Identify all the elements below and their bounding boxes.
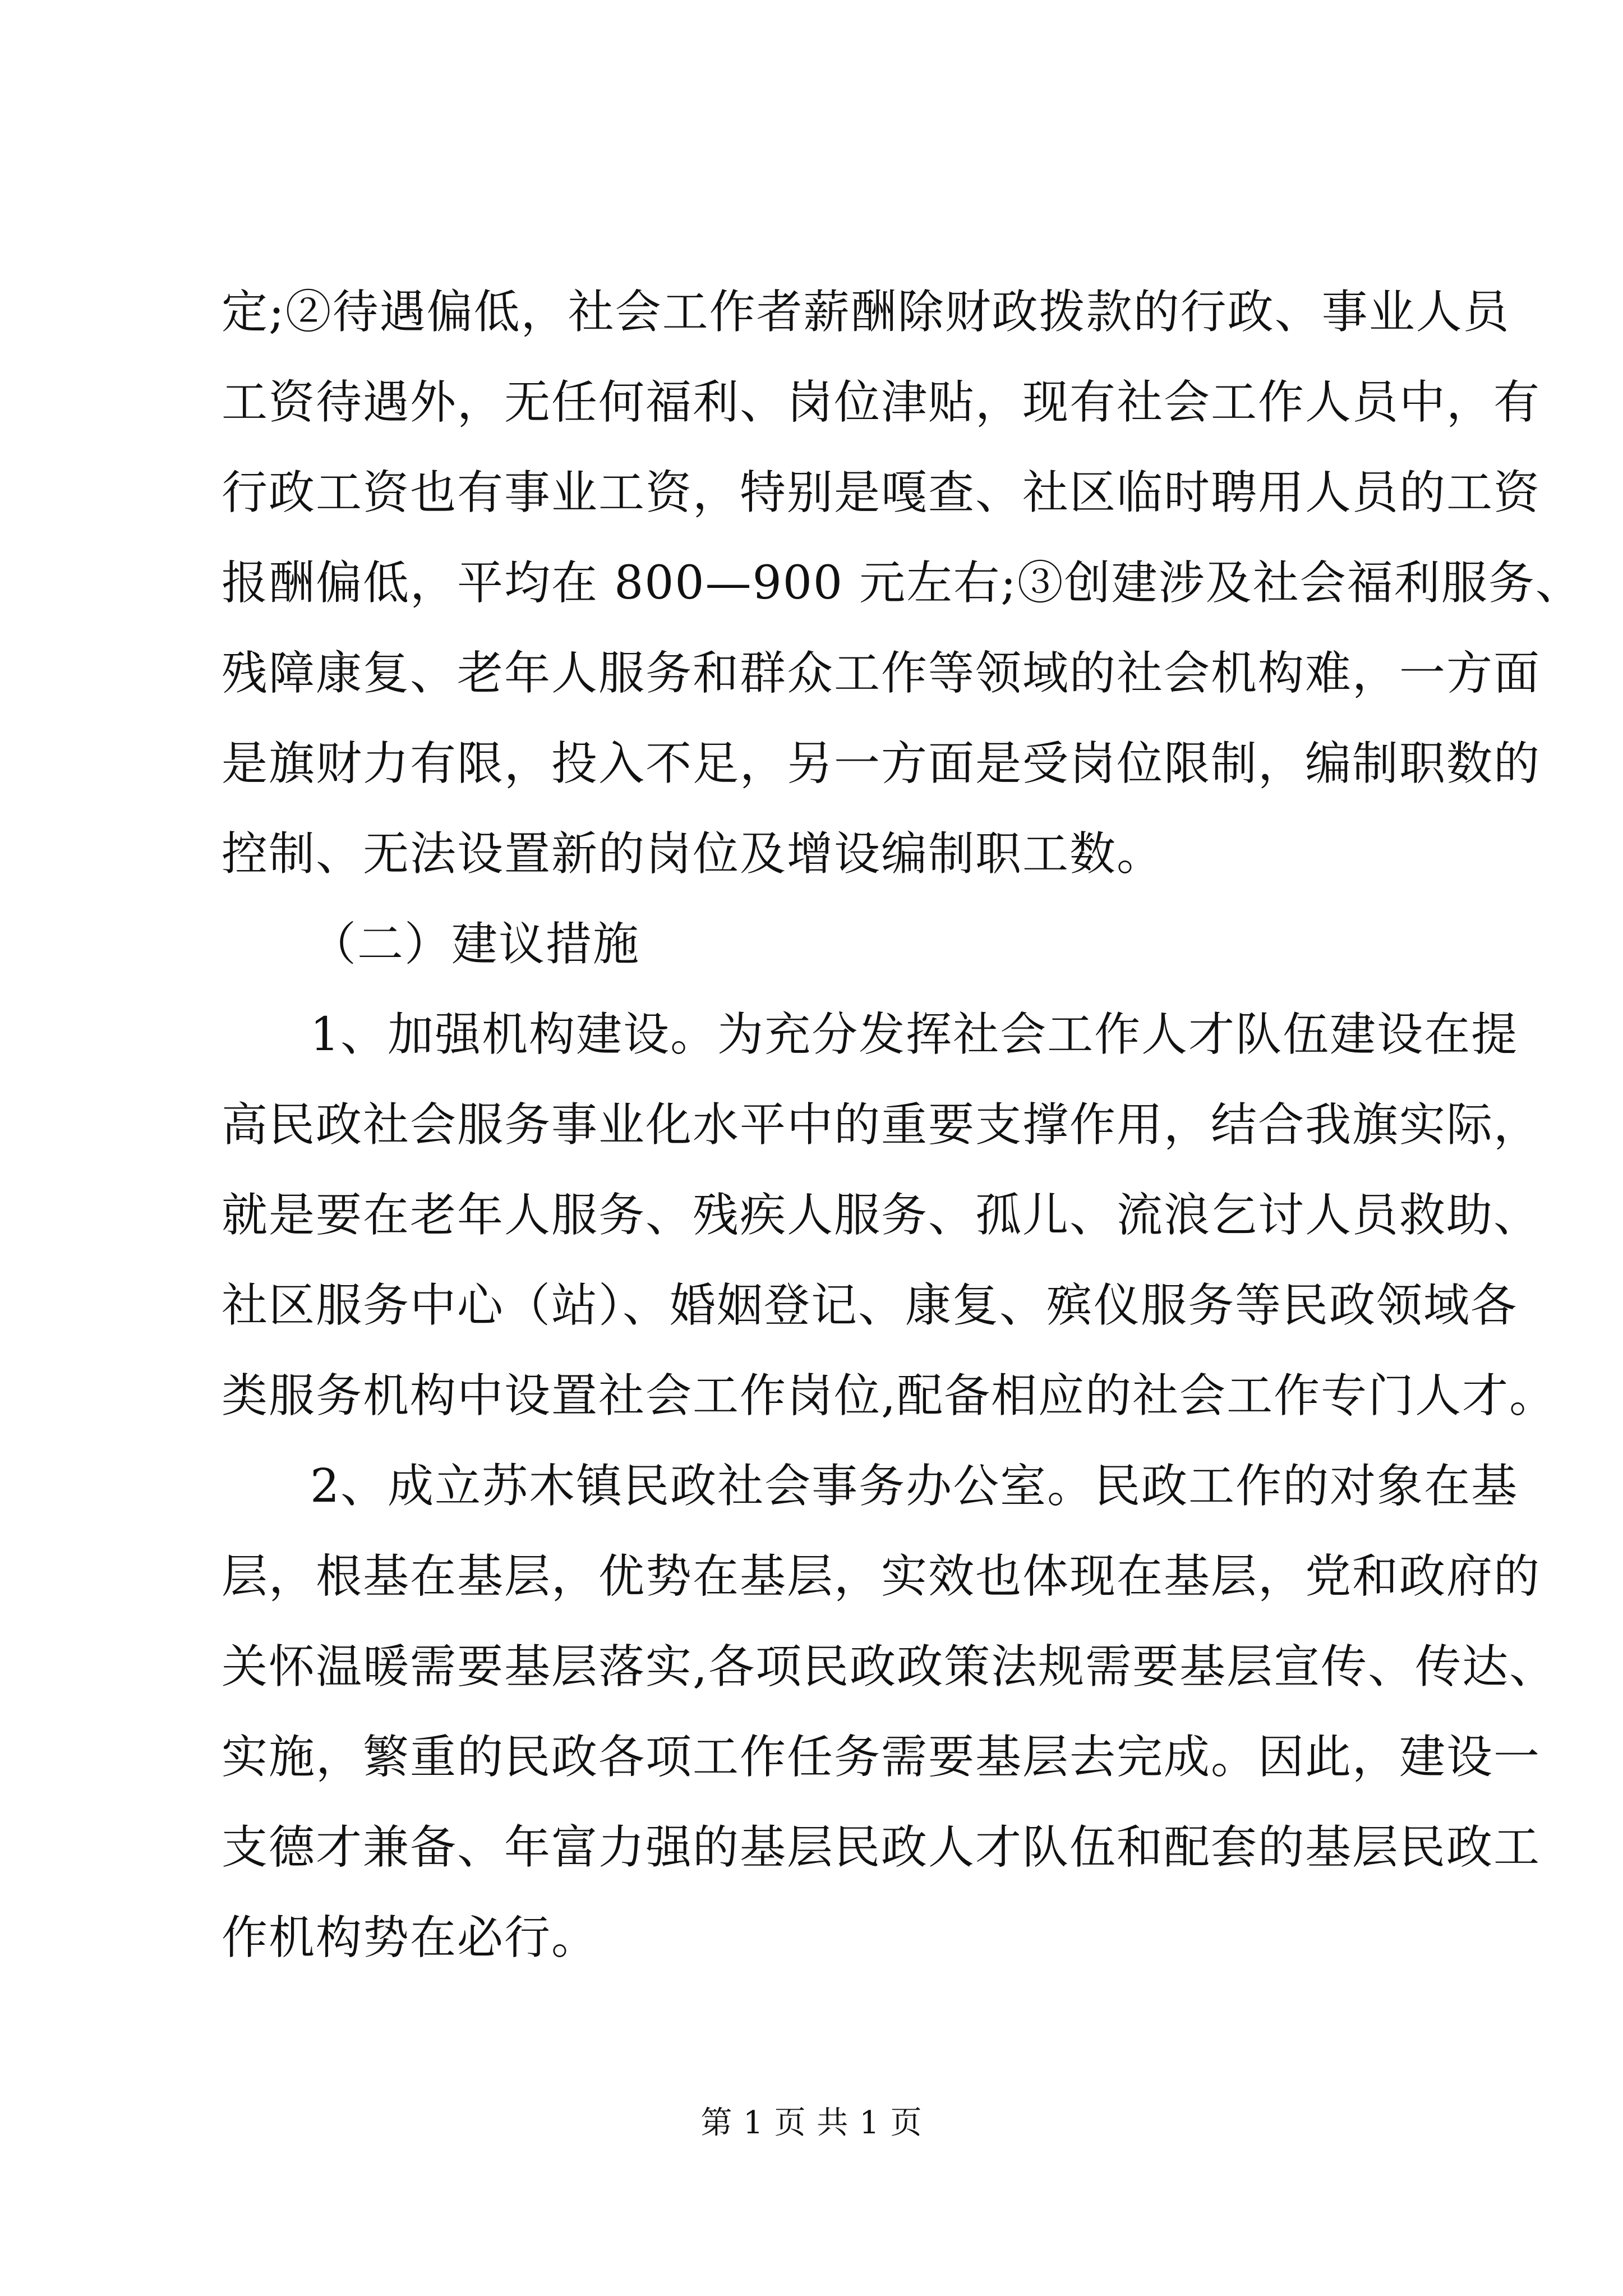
text-line: 定;②待遇偏低，社会工作者薪酬除财政拨款的行政、事业人员	[222, 286, 1510, 339]
text-line: 残障康复、老年人服务和群众工作等领域的社会机构难，一方面	[222, 647, 1541, 700]
text-line: 高民政社会服务事业化水平中的重要支撑作用，结合我旗实际，	[222, 1098, 1541, 1152]
text-line: 工资待遇外，无任何福利、岗位津贴，现有社会工作人员中，有	[222, 376, 1541, 429]
text-line: 支德才兼备、年富力强的基层民政人才队伍和配套的基层民政工	[222, 1821, 1541, 1874]
text-line: 关怀温暖需要基层落实,各项民政政策法规需要基层宣传、传达、	[222, 1640, 1557, 1694]
text-line: 社区服务中心（站）、婚姻登记、康复、殡仪服务等民政领域各	[222, 1279, 1518, 1332]
paragraph-first-line: 2、成立苏木镇民政社会事务办公室。民政工作的对象在基	[310, 1460, 1519, 1513]
page-footer: 第 1 页 共 1 页	[700, 2105, 923, 2141]
text-line: 实施，繁重的民政各项工作任务需要基层去完成。因此，建设一	[222, 1731, 1541, 1784]
text-line: 作机构势在必行。	[222, 1911, 599, 1964]
document-body	[222, 267, 1583, 1983]
paragraph-first-line: 1、加强机构建设。为充分发挥社会工作人才队伍建设在提	[310, 1008, 1519, 1061]
text-line: 层，根基在基层，优势在基层，实效也体现在基层，党和政府的	[222, 1550, 1541, 1603]
text-line: 行政工资也有事业工资，特别是嘎查、社区临时聘用人员的工资	[222, 466, 1541, 519]
text-line: 类服务机构中设置社会工作岗位,配备相应的社会工作专门人才。	[222, 1369, 1557, 1423]
text-line: 是旗财力有限，投入不足，另一方面是受岗位限制，编制职数的	[222, 737, 1541, 790]
text-line: 报酬偏低，平均在 800—900 元左右;③创建涉及社会福利服务、	[222, 556, 1583, 610]
text-line: 就是要在老年人服务、残疾人服务、孤儿、流浪乞讨人员救助、	[222, 1189, 1541, 1242]
text-line: 控制、无法设置新的岗位及增设编制职工数。	[222, 827, 1164, 881]
section-heading: （二）建议措施	[310, 918, 640, 971]
